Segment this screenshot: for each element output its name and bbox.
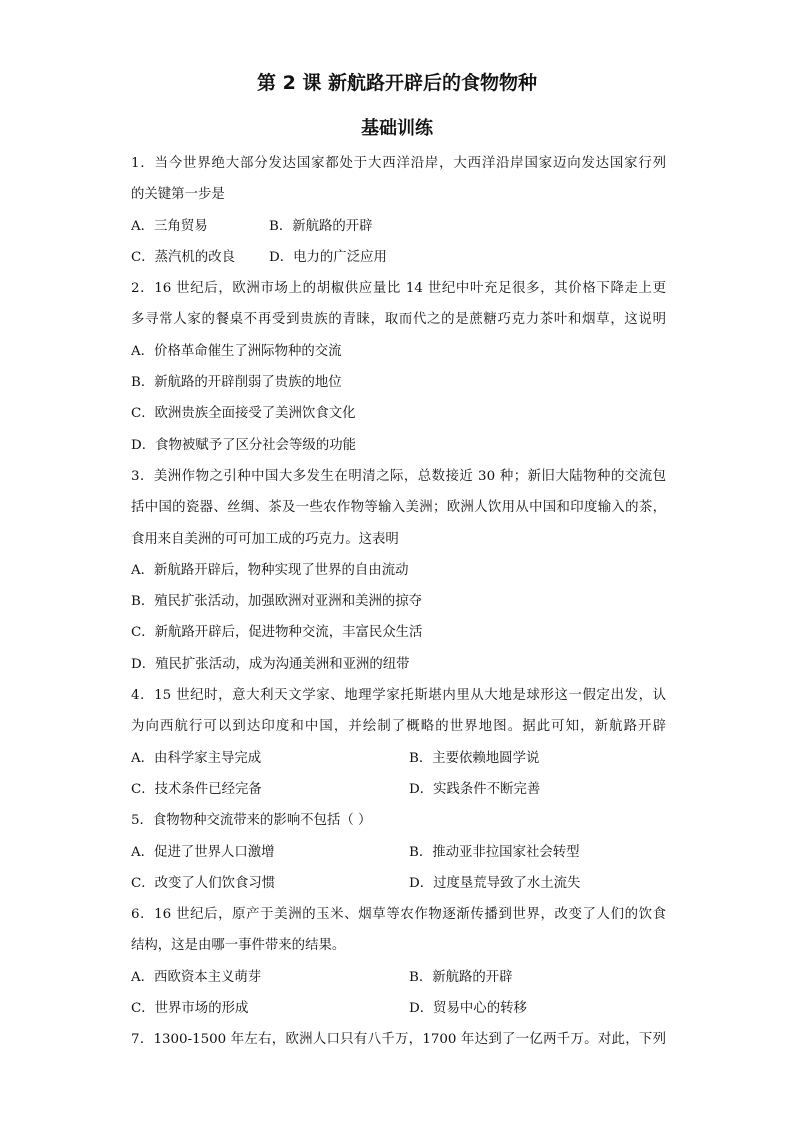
option-b: B．主要依赖地圆学说 (409, 750, 540, 766)
question-2-stem-line: 多寻常人家的餐桌不再受到贵族的青睐，取而代之的是蔗糖巧克力茶叶和烟草，这说明 (131, 312, 666, 328)
option-c: C．世界市场的形成 (131, 1001, 249, 1017)
question-5-options-row (131, 837, 666, 868)
question-5-options-row (131, 868, 666, 899)
question-6-stem-line: 6．16 世纪后，原产于美洲的玉米、烟草等农作物逐渐传播到世界，改变了人们的饮食 (131, 907, 666, 923)
option-c: C．蒸汽机的改良 (131, 249, 235, 265)
option-b: B．新航路的开辟 (269, 218, 373, 234)
question-7-stem-line: 7．1300-1500 年左右，欧洲人口只有八千万，1700 年达到了一亿两千万。对此，下列 (131, 1032, 666, 1048)
question-3-stem-line: 括中国的瓷器、丝绸、茶及一些农作物等输入美洲；欧洲人饮用从中国和印度输入的茶， (131, 500, 666, 516)
option-a: A．价格革命催生了洲际物种的交流 (131, 343, 342, 359)
question-4-options-row (131, 743, 666, 774)
option-a: A．三角贸易 (131, 218, 208, 234)
option-b: B．殖民扩张活动，加强欧洲对亚洲和美洲的掠夺 (131, 594, 423, 610)
option-c: C．技术条件已经完备 (131, 781, 262, 797)
option-a: A．由科学家主导完成 (131, 750, 262, 766)
question-3-stem-line: 3．美洲作物之引种中国大多发生在明清之际，总数接近 30 种；新旧大陆物种的交流包 (131, 468, 666, 484)
option-d: D．实践条件不断完善 (409, 781, 541, 797)
section-title: 基础训练 (361, 118, 433, 139)
question-1-options-row (131, 242, 666, 273)
question-1-options-row (131, 211, 666, 242)
option-c: C．欧洲贵族全面接受了美洲饮食文化 (131, 406, 356, 422)
question-5-stem-line: 5．食物物种交流带来的影响不包括（ ） (131, 813, 372, 829)
option-d: D．贸易中心的转移 (409, 1001, 527, 1017)
question-list (131, 148, 666, 1056)
option-d: D．殖民扩张活动，成为沟通美洲和亚洲的纽带 (131, 656, 410, 672)
lesson-title: 第 2 课 新航路开辟后的食物物种 (256, 72, 538, 94)
question-4-stem-line: 为向西航行可以到达印度和中国，并绘制了概略的世界地图。据此可知，新航路开辟 (131, 719, 666, 735)
question-1-stem-line: 1．当今世界绝大部分发达国家都处于大西洋沿岸，大西洋沿岸国家迈向发达国家行列 (131, 156, 666, 171)
option-c: C．改变了人们饮食习惯 (131, 875, 276, 891)
question-4-options-row (131, 774, 666, 805)
option-a: A．促进了世界人口激增 (131, 844, 275, 860)
option-c: C．新航路开辟后，促进物种交流，丰富民众生活 (131, 625, 423, 641)
question-4-stem-line: 4．15 世纪时，意大利天文学家、地理学家托斯堪内里从大地是球形这一假定出发，认 (131, 688, 666, 704)
question-3-stem-line: 食用来自美洲的可可加工成的巧克力。这表明 (131, 531, 399, 547)
option-b: B．新航路的开辟削弱了贵族的地位 (131, 375, 342, 391)
option-d: D．过度垦荒导致了水土流失 (409, 875, 581, 891)
option-d: D．电力的广泛应用 (269, 249, 387, 265)
question-6-stem-line: 结构，这是由哪一事件带来的结果。 (131, 938, 346, 954)
option-b: B．新航路的开辟 (409, 969, 513, 985)
option-b: B．推动亚非拉国家社会转型 (409, 844, 580, 860)
option-a: A．新航路开辟后，物种实现了世界的自由流动 (131, 562, 409, 578)
question-2-stem-line: 2．16 世纪后，欧洲市场上的胡椒供应量比 14 世纪中叶充足很多，其价格下降走上更 (131, 281, 666, 297)
question-1-stem-line: 的关键第一步是 (131, 187, 225, 203)
question-6-options-row (131, 962, 666, 993)
question-6-options-row (131, 993, 666, 1024)
option-a: A．西欧资本主义萌芽 (131, 969, 262, 985)
option-d: D．食物被赋予了区分社会等级的功能 (131, 437, 356, 453)
